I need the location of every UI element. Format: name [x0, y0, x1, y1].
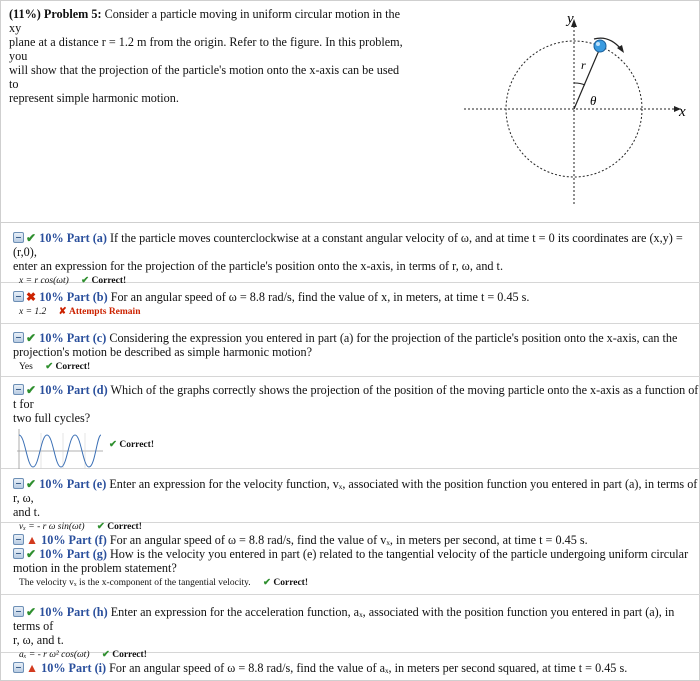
part-e-answer: vₓ = - r ω sin(ωt): [19, 522, 85, 532]
problem-line-1: Consider a particle moving in uniform circular motion in the xy: [9, 7, 401, 35]
expand-toggle-icon[interactable]: [13, 534, 24, 545]
part-a: [1, 227, 700, 286]
part-a-question-line-1: If the particle moves counterclockwise at a constant angular velocity of ω, and at time t = 0 its coordinates are (x,y) = (r,0),: [13, 231, 683, 259]
part-a-label: Part (a): [66, 231, 107, 245]
part-e: [1, 473, 700, 532]
checkmark-icon: ✔: [81, 276, 90, 286]
x-axis-label: x: [679, 104, 686, 120]
expand-toggle-icon[interactable]: [13, 384, 24, 395]
problem-line-4: represent simple harmonic motion.: [9, 91, 179, 105]
x-icon: ✘: [58, 307, 67, 317]
part-i-label: Part (i): [68, 661, 107, 675]
checkmark-icon: ✔: [96, 522, 105, 532]
part-h-question-line-2: r, ω, and t.: [13, 633, 64, 647]
part-a-percent: 10%: [39, 231, 64, 245]
particle-highlight: [596, 42, 600, 46]
checkmark-icon: ✔: [45, 362, 54, 372]
expand-toggle-icon[interactable]: [13, 548, 24, 559]
y-axis-label: y: [567, 11, 574, 27]
part-c: [1, 327, 700, 377]
checkmark-icon: ✔: [263, 578, 271, 588]
checkmark-icon: ✔: [101, 650, 110, 660]
part-h: [1, 601, 700, 660]
radius-label: r: [581, 58, 586, 72]
part-h-answer: aₓ = - r ω² cos(ωt): [19, 650, 90, 660]
part-e-question-line-1: Enter an expression for the velocity function, vₓ, associated with the position function you entered in part (a), in terms of r, ω,: [13, 477, 698, 505]
part-d-question-line-2: two full cycles?: [13, 411, 91, 425]
part-f-label: Part (f): [68, 533, 107, 547]
incorrect-icon: ✖: [26, 290, 37, 304]
expand-toggle-icon[interactable]: [13, 291, 24, 302]
part-f-percent: 10%: [41, 533, 66, 547]
part-h-status: Correct!: [112, 650, 147, 660]
problem-line-2: plane at a distance r = 1.2 m from the origin. Refer to the figure. In this problem, you: [9, 35, 403, 63]
part-i: [1, 657, 700, 681]
part-g: [13, 547, 700, 575]
part-a-answer: x = r cos(ωt): [19, 276, 69, 286]
problem-text: [9, 7, 409, 105]
part-d-status: Correct!: [119, 440, 154, 450]
part-b-question: For an angular speed of ω = 8.8 rad/s, find the value of x, in meters, at time t = 0.45 s.: [110, 290, 530, 304]
part-h-percent: 10%: [39, 605, 64, 619]
part-g-label: Part (g): [66, 547, 107, 561]
checkmark-icon: ✔: [26, 331, 37, 345]
part-a-status: Correct!: [91, 276, 127, 286]
part-a-question-line-2: enter an expression for the projection of the particle's position onto the x-axis, in terms of r, ω, and t.: [13, 259, 503, 273]
part-e-status: Correct!: [107, 522, 142, 532]
checkmark-icon: ✔: [26, 547, 37, 561]
expand-toggle-icon[interactable]: [13, 606, 24, 617]
checkmark-icon: ✔: [26, 605, 37, 619]
part-f-question: For an angular speed of ω = 8.8 rad/s, find the value of vₓ, in meters per second, at time t = 0.45 s.: [109, 533, 588, 547]
part-g-question-line-2: motion in the problem statement?: [13, 561, 177, 575]
part-g-question-line-1: How is the velocity you entered in part (e) related to the tangential velocity of the particle undergoing uniform circular: [110, 547, 689, 561]
part-c-label: Part (c): [66, 331, 107, 345]
part-e-question-line-2: and t.: [13, 505, 41, 519]
part-f-g: [1, 529, 700, 595]
problem-statement: [1, 1, 700, 223]
part-d-percent: 10%: [39, 383, 64, 397]
particle: [594, 40, 606, 52]
part-g-percent: 10%: [39, 547, 64, 561]
problem-line-3: will show that the projection of the particle's motion onto the x-axis can be used to: [9, 63, 400, 91]
problem-title: Problem 5:: [43, 7, 102, 21]
part-b-label: Part (b): [66, 290, 108, 304]
checkmark-icon: ✔: [26, 383, 37, 397]
circular-motion-figure: [459, 9, 691, 217]
part-b-answer: x = 1.2: [19, 307, 47, 317]
part-e-percent: 10%: [39, 477, 64, 491]
expand-toggle-icon[interactable]: [13, 662, 24, 673]
checkmark-icon: ✔: [26, 477, 37, 491]
part-g-status: Correct!: [273, 578, 309, 588]
part-h-question-line-1: Enter an expression for the acceleration function, aₓ, associated with the position function you entered in part (a), in terms of: [13, 605, 675, 633]
cosine-graph-thumbnail[interactable]: [13, 427, 105, 471]
part-b: [1, 286, 700, 324]
part-c-answer: Yes: [19, 362, 33, 372]
expand-toggle-icon[interactable]: [13, 232, 24, 243]
part-e-label: Part (e): [66, 477, 107, 491]
problem-weight: (11%): [9, 7, 41, 21]
theta-arc: [574, 83, 585, 85]
checkmark-icon: ✔: [109, 440, 117, 450]
part-i-percent: 10%: [41, 661, 66, 675]
theta-label: θ: [590, 93, 597, 108]
warning-icon: ▲: [26, 661, 39, 675]
expand-toggle-icon[interactable]: [13, 478, 24, 489]
part-c-status: Correct!: [55, 362, 91, 372]
part-g-answer: The velocity vₓ is the x-component of the tangential velocity.: [19, 578, 251, 588]
part-c-percent: 10%: [39, 331, 64, 345]
warning-icon: ▲: [26, 533, 39, 547]
part-d: [1, 379, 700, 469]
part-d-question-line-1: Which of the graphs correctly shows the projection of the position of the moving particle onto the x-axis as a function of t for: [13, 383, 699, 411]
part-c-question-line-1: Considering the expression you entered in part (a) for the projection of the particle's position onto the x-axis, can the: [109, 331, 678, 345]
part-f: [13, 529, 700, 547]
part-d-label: Part (d): [66, 383, 108, 397]
part-i-question: For an angular speed of ω = 8.8 rad/s, find the value of aₓ, in meters per second squared, at time t = 0.45 s.: [109, 661, 628, 675]
part-c-question-line-2: projection's motion be described as simple harmonic motion?: [13, 345, 313, 359]
part-b-percent: 10%: [39, 290, 64, 304]
part-b-status: Attempts Remain: [68, 307, 141, 317]
part-h-label: Part (h): [66, 605, 108, 619]
expand-toggle-icon[interactable]: [13, 332, 24, 343]
checkmark-icon: ✔: [26, 231, 37, 245]
